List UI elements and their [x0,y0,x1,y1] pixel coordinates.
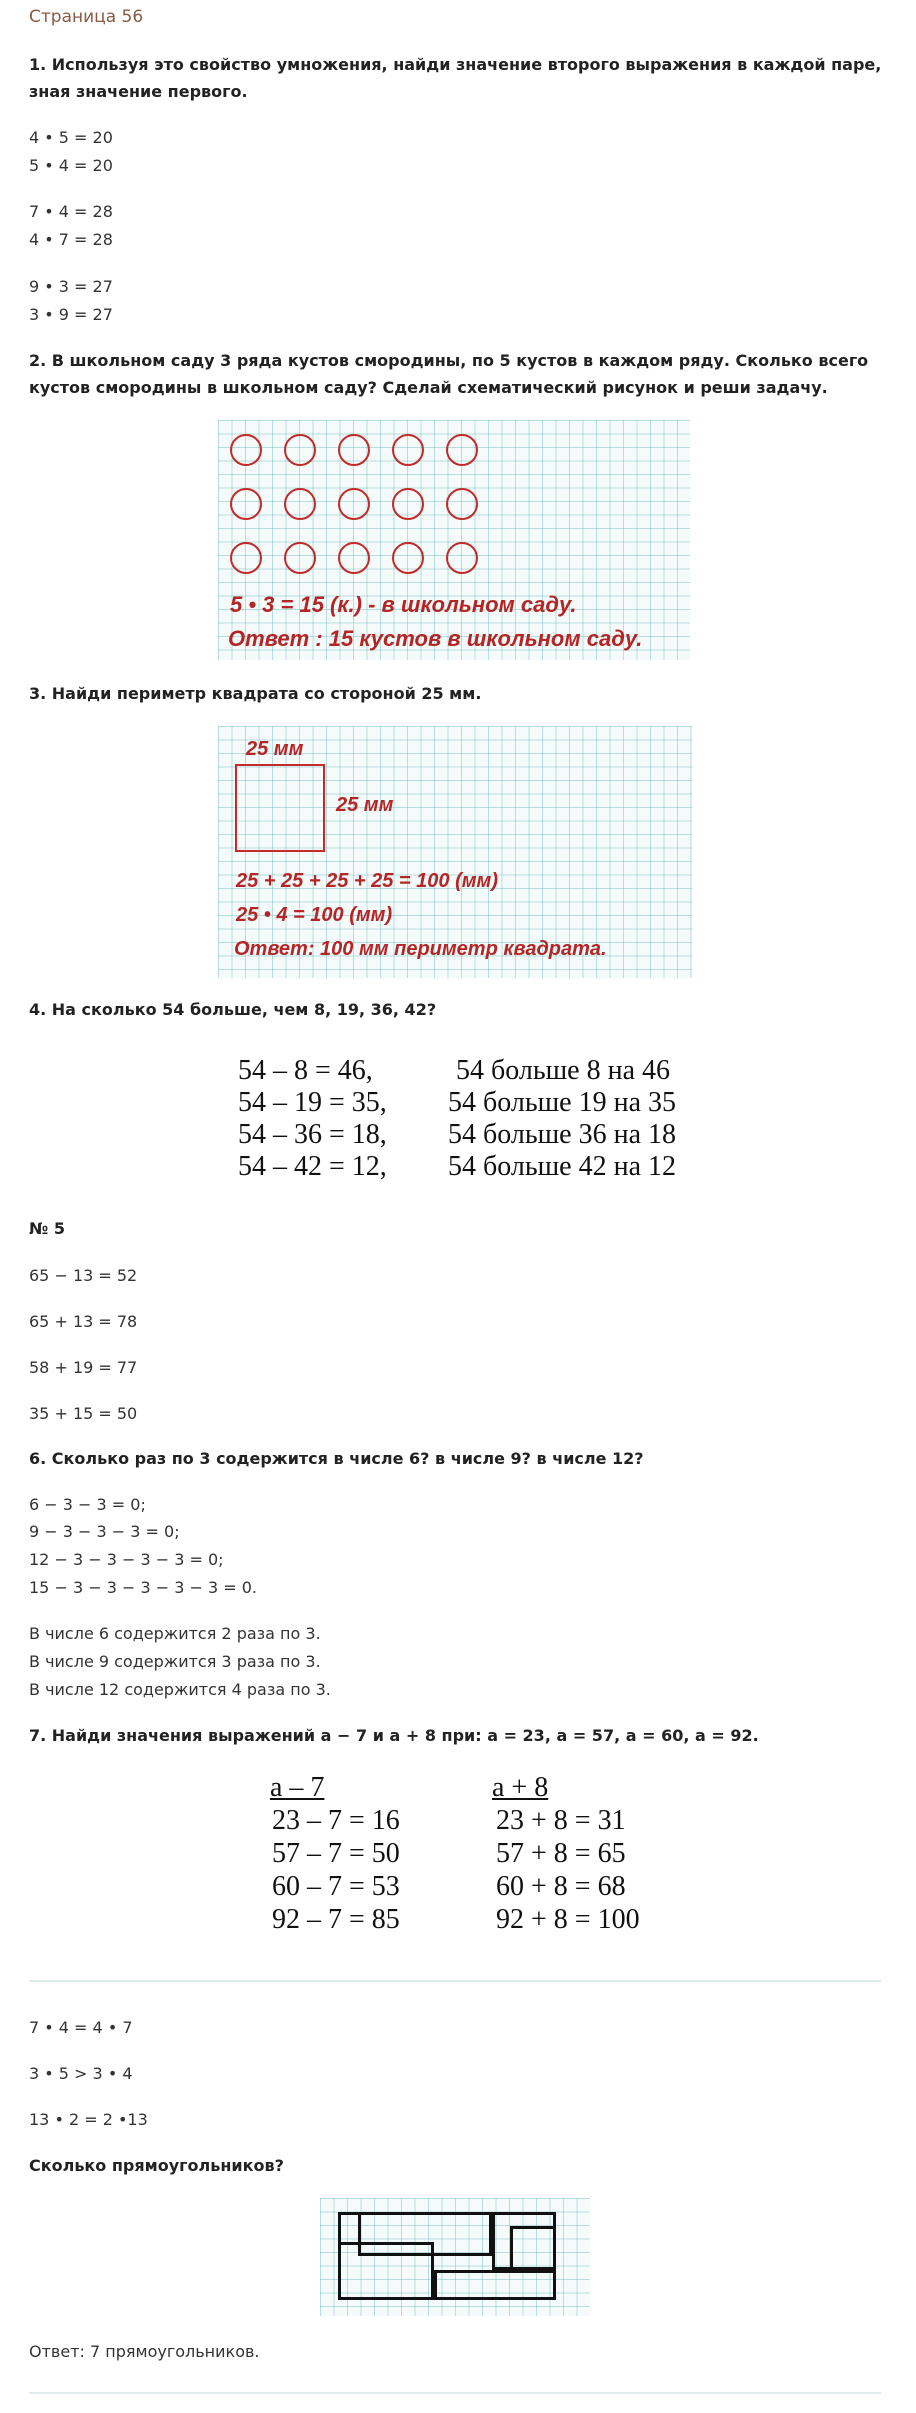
page-title[interactable]: Страница 56 [29,7,144,27]
section-divider [29,1980,881,1982]
task4-right-line: 54 больше 19 на 35 [448,1087,677,1118]
task4-left-line: 54 – 19 = 35, [238,1087,387,1118]
task7-left-header: а – 7 [270,1772,325,1803]
bush-circle [230,488,262,520]
bush-circle [230,542,262,574]
task6-answer: В числе 9 содержится 3 раза по 3. [29,1652,321,1671]
bush-circle [338,542,370,574]
task6-answer: В числе 12 содержится 4 раза по 3. [29,1680,331,1699]
task1-line: 5 • 4 = 20 [29,156,113,175]
task1-line: 7 • 4 = 28 [29,202,113,221]
task2-title-line2: кустов смородины в школьном саду? Сделай схематический рисунок и реши задачу. [29,378,828,397]
task3-title: 3. Найди периметр квадрата со стороной 25 мм. [29,684,482,703]
bush-circle [446,542,478,574]
bush-circle [284,488,316,520]
task2-title-line1: 2. В школьном саду 3 ряда кустов смородины, по 5 кустов в каждом ряду. Сколько всего [29,351,869,370]
task7-left-line: 92 – 7 = 85 [272,1904,400,1935]
task4-left-line: 54 – 42 = 12, [238,1151,387,1182]
task5-line: 65 + 13 = 78 [29,1312,138,1331]
extra-line: 7 • 4 = 4 • 7 [29,2018,133,2037]
task6-line: 12 − 3 − 3 − 3 − 3 = 0; [29,1550,224,1569]
task7-left-line: 57 – 7 = 50 [272,1838,400,1869]
task1-line: 9 • 3 = 27 [29,277,113,296]
task1-title-line2: зная значение первого. [29,82,248,101]
task2-answer: Ответ : 15 кустов в школьном саду. [228,626,643,651]
task6-title: 6. Сколько раз по 3 содержится в числе 6? в числе 9? в числе 12? [29,1449,644,1468]
rect-title: Сколько прямоугольников? [29,2156,284,2175]
task5-line: 58 + 19 = 77 [29,1358,138,1377]
task7-right-line: 92 + 8 = 100 [496,1904,640,1935]
rectangles-grid-figure [320,2198,590,2316]
task1-line: 3 • 9 = 27 [29,305,113,324]
task6-line: 9 − 3 − 3 − 3 = 0; [29,1522,180,1541]
bush-circle [284,434,316,466]
task7-left-line: 60 – 7 = 53 [272,1871,400,1902]
bush-circle [446,488,478,520]
task4-title: 4. На сколько 54 больше, чем 8, 19, 36, 42? [29,1000,437,1019]
bush-circle [338,488,370,520]
task2-solution: 5 • 3 = 15 (к.) - в школьном саду. [230,592,577,617]
task7-right-header: а + 8 [492,1772,549,1803]
rectangle-shape [434,2270,556,2300]
task4-right-line: 54 больше 36 на 18 [448,1119,677,1150]
extra-line: 13 • 2 = 2 •13 [29,2110,148,2129]
extra-line: 3 • 5 > 3 • 4 [29,2064,133,2083]
task3-line1: 25 + 25 + 25 + 25 = 100 (мм) [236,870,498,892]
task4-left-line: 54 – 8 = 46, [238,1055,373,1086]
task6-answer: В числе 6 содержится 2 раза по 3. [29,1624,321,1643]
task4-left-line: 54 – 36 = 18, [238,1119,387,1150]
bush-circle [392,434,424,466]
task7-right-line: 57 + 8 = 65 [496,1838,626,1869]
task6-line: 15 − 3 − 3 − 3 − 3 − 3 = 0. [29,1578,257,1597]
bush-circle [230,434,262,466]
square-side-top-label: 25 мм [246,738,304,760]
task4-right-line: 54 больше 8 на 46 [456,1055,671,1086]
task2-grid-figure [218,420,690,660]
task1-line: 4 • 7 = 28 [29,230,113,249]
task3-line2: 25 • 4 = 100 (мм) [236,904,393,926]
task5-line: 65 − 13 = 52 [29,1266,138,1285]
task6-line: 6 − 3 − 3 = 0; [29,1495,146,1514]
task7-title: 7. Найди значения выражений а − 7 и а + 8 при: а = 23, а = 57, а = 60, а = 92. [29,1726,759,1745]
bush-circle [338,434,370,466]
task5-line: 35 + 15 = 50 [29,1404,138,1423]
task7-left-line: 23 – 7 = 16 [272,1805,400,1836]
bush-circle [392,488,424,520]
rect-answer: Ответ: 7 прямоугольников. [29,2342,260,2361]
bush-circle [446,434,478,466]
rectangle-shape [338,2242,434,2300]
task3-grid-figure [218,726,692,978]
task4-right-line: 54 больше 42 на 12 [448,1151,677,1182]
task7-right-line: 60 + 8 = 68 [496,1871,626,1902]
task7-right-line: 23 + 8 = 31 [496,1805,626,1836]
bottom-divider [29,2392,881,2394]
task5-title: № 5 [29,1219,65,1238]
square-side-right-label: 25 мм [336,794,394,816]
square-shape [235,764,325,852]
task1-title-line1: 1. Используя это свойство умножения, найди значение второго выражения в каждой паре, [29,55,882,74]
task3-answer: Ответ: 100 мм периметр квадрата. [234,938,607,960]
bush-circle [284,542,316,574]
task1-line: 4 • 5 = 20 [29,128,113,147]
rectangle-shape [510,2226,556,2270]
bush-circle [392,542,424,574]
